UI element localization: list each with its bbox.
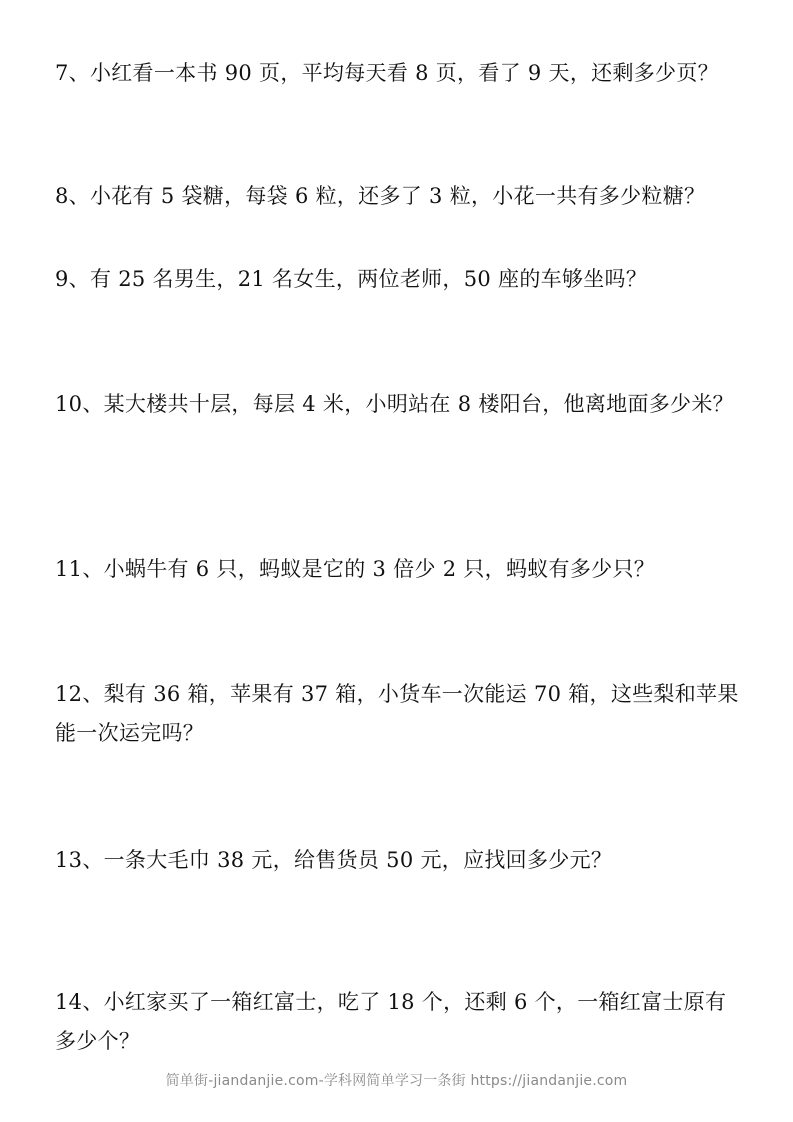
problem-12: 12、梨有 36 箱，苹果有 37 箱，小货车一次能运 70 箱，这些梨和苹果能一次运完吗？ [55,682,739,745]
problem-13: 13、一条大毛巾 38 元，给售货员 50 元，应找回多少元？ [55,848,613,872]
footer-watermark: 简单街-jiandanjie.com-学科网简单学习一条街 https://jiandanjie.com [165,1073,628,1089]
problem-9: 9、有 25 名男生，21 名女生，两位老师，50 座的车够坐吗？ [55,267,648,291]
problem-11: 11、小蜗牛有 6 只，蚂蚁是它的 3 倍少 2 只，蚂蚁有多少只？ [55,557,656,581]
problem-14: 14、小红家买了一箱红富士，吃了 18 个，还剩 6 个，一箱红富士原有多少个？ [55,990,727,1053]
problem-8: 8、小花有 5 袋糖，每袋 6 粒，还多了 3 粒，小花一共有多少粒糖？ [55,184,706,208]
problem-10: 10、某大楼共十层，每层 4 米，小明站在 8 楼阳台，他离地面多少米？ [55,392,734,416]
problem-7: 7、小红看一本书 90 页，平均每天看 8 页，看了 9 天，还剩多少页？ [55,61,719,85]
